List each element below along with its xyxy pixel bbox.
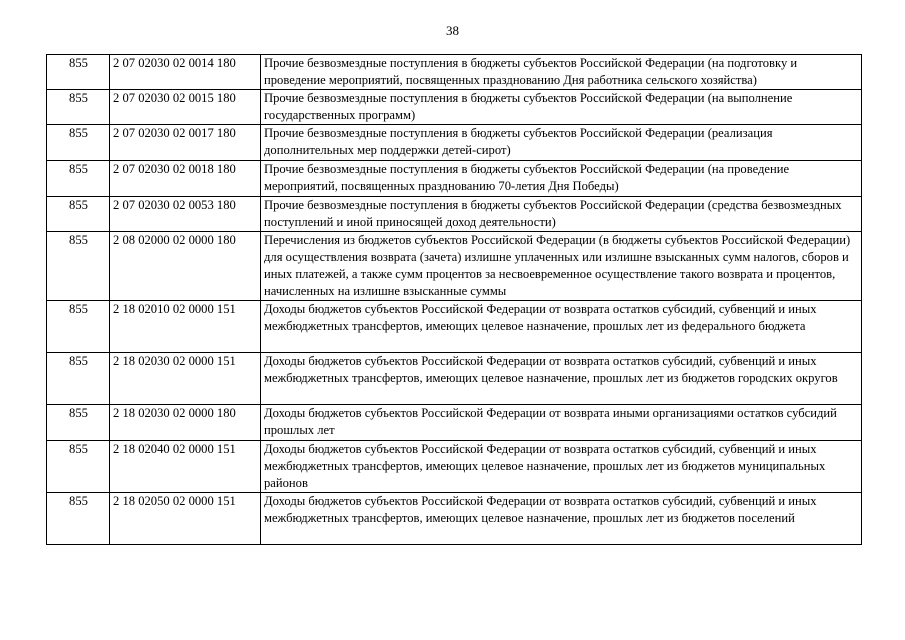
description-cell: Доходы бюджетов субъектов Российской Федерации от возврата иными организациями остатков субсидий прошлых лет (261, 405, 862, 441)
table-row (47, 301, 862, 353)
page-number: 38 (446, 23, 459, 38)
budget-code-cell: 2 18 02010 02 0000 151 (110, 301, 261, 353)
budget-code-cell: 2 07 02030 02 0014 180 (110, 55, 261, 90)
budget-code-cell: 2 18 02030 02 0000 151 (110, 353, 261, 405)
admin-code-cell: 855 (47, 161, 110, 197)
budget-code-cell: 2 07 02030 02 0017 180 (110, 125, 261, 161)
admin-code-cell: 855 (47, 493, 110, 545)
budget-code-cell: 2 18 02040 02 0000 151 (110, 441, 261, 493)
budget-codes-table (46, 54, 862, 545)
description-cell: Перечисления из бюджетов субъектов Российской Федерации (в бюджеты субъектов Российской Федерации) для осуществления возврата (зачета) излишне уплаченных или излишне взысканных сумм налогов, сборов и иных платежей, а также сумм процентов за несвоевременное осуществление такого возврата и процентов, начисленных на излишне взысканные суммы (261, 232, 862, 301)
description-cell: Прочие безвозмездные поступления в бюджеты субъектов Российской Федерации (на проведение мероприятий, посвященных празднованию 70-летия Дня Победы) (261, 161, 862, 197)
table-row (47, 441, 862, 493)
description-cell: Прочие безвозмездные поступления в бюджеты субъектов Российской Федерации (средства безвозмездных поступлений и иной приносящей доход деятельности) (261, 197, 862, 232)
table-row (47, 161, 862, 197)
admin-code-cell: 855 (47, 197, 110, 232)
description-cell: Доходы бюджетов субъектов Российской Федерации от возврата остатков субсидий, субвенций и иных межбюджетных трансфертов, имеющих целевое назначение, прошлых лет из бюджетов городских округов (261, 353, 862, 405)
table-row (47, 90, 862, 125)
admin-code-cell: 855 (47, 353, 110, 405)
budget-code-cell: 2 18 02030 02 0000 180 (110, 405, 261, 441)
admin-code-cell: 855 (47, 90, 110, 125)
table-row (47, 493, 862, 545)
table-row (47, 55, 862, 90)
description-cell: Доходы бюджетов субъектов Российской Федерации от возврата остатков субсидий, субвенций и иных межбюджетных трансфертов, имеющих целевое назначение, прошлых лет из бюджетов муниципальных районов (261, 441, 862, 493)
table-row (47, 405, 862, 441)
admin-code-cell: 855 (47, 441, 110, 493)
admin-code-cell: 855 (47, 301, 110, 353)
budget-code-cell: 2 07 02030 02 0015 180 (110, 90, 261, 125)
admin-code-cell: 855 (47, 405, 110, 441)
budget-code-cell: 2 07 02030 02 0053 180 (110, 197, 261, 232)
admin-code-cell: 855 (47, 55, 110, 90)
budget-code-cell: 2 18 02050 02 0000 151 (110, 493, 261, 545)
admin-code-cell: 855 (47, 125, 110, 161)
description-cell: Доходы бюджетов субъектов Российской Федерации от возврата остатков субсидий, субвенций и иных межбюджетных трансфертов, имеющих целевое назначение, прошлых лет из бюджетов поселений (261, 493, 862, 545)
description-cell: Доходы бюджетов субъектов Российской Федерации от возврата остатков субсидий, субвенций и иных межбюджетных трансфертов, имеющих целевое назначение, прошлых лет из федерального бюджета (261, 301, 862, 353)
budget-code-cell: 2 08 02000 02 0000 180 (110, 232, 261, 301)
admin-code-cell: 855 (47, 232, 110, 301)
table-row (47, 232, 862, 301)
description-cell: Прочие безвозмездные поступления в бюджеты субъектов Российской Федерации (на подготовку и проведение мероприятий, посвященных празднованию Дня работника сельского хозяйства) (261, 55, 862, 90)
table-row (47, 197, 862, 232)
table-row (47, 125, 862, 161)
description-cell: Прочие безвозмездные поступления в бюджеты субъектов Российской Федерации (реализация дополнительных мер поддержки детей-сирот) (261, 125, 862, 161)
description-cell: Прочие безвозмездные поступления в бюджеты субъектов Российской Федерации (на выполнение государственных программ) (261, 90, 862, 125)
budget-code-cell: 2 07 02030 02 0018 180 (110, 161, 261, 197)
table-row (47, 353, 862, 405)
